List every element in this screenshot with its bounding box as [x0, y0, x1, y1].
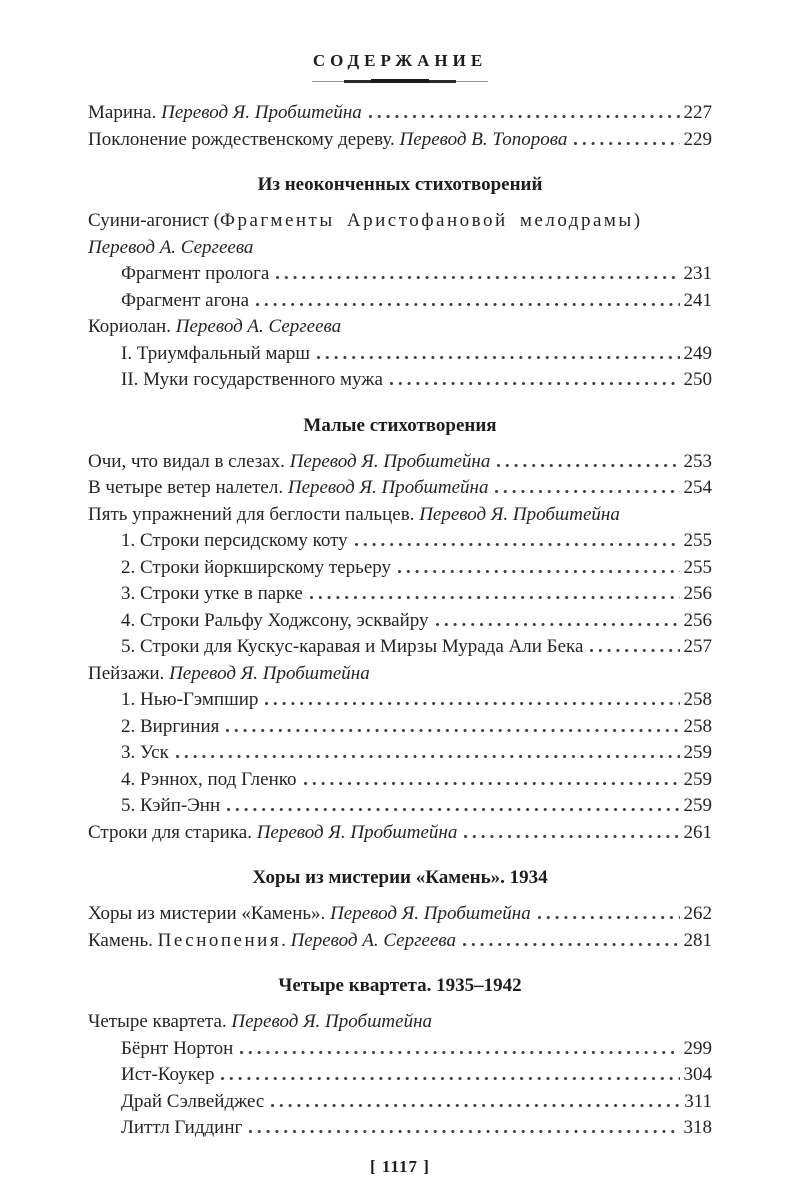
- entry-page-number: 259: [683, 742, 712, 763]
- dot-leader: [463, 943, 680, 946]
- toc-section: [88, 100, 712, 153]
- entry-page-number: 262: [683, 903, 712, 924]
- dot-leader: [574, 142, 679, 145]
- entry-title: [121, 1036, 233, 1063]
- entry-text: 4. Рэннох, под Гленко: [121, 768, 297, 790]
- toc-entry: [88, 634, 712, 661]
- entry-translator: Перевод Я. Пробштейна: [287, 477, 489, 498]
- entry-title: [121, 740, 169, 767]
- section-heading: Малые стихотворения: [303, 414, 497, 436]
- decorative-rule: [312, 79, 488, 84]
- entry-page-number: 259: [683, 795, 712, 816]
- entry-text: Четыре квартета.: [88, 1011, 232, 1032]
- entry-text: Песнопения: [157, 929, 282, 951]
- entry-title: [121, 261, 269, 288]
- entry-text: 1. Строки персидскому коту: [121, 530, 348, 551]
- entry-page-number: 256: [683, 583, 712, 604]
- entry-title: [121, 341, 310, 368]
- entry-translator: Перевод Я. Пробштейна: [289, 450, 491, 472]
- entry-title: [121, 714, 219, 741]
- toc-section: [88, 413, 712, 847]
- toc-entry: [88, 1036, 712, 1063]
- toc-section: [88, 865, 712, 954]
- entry-title: [121, 1089, 264, 1116]
- entry-translator: Перевод А. Сергеева: [88, 236, 254, 258]
- dot-leader: [317, 356, 679, 359]
- entry-text: I. Триумфальный марш: [121, 342, 311, 364]
- entry-title: [121, 634, 583, 661]
- entry-text: Кориолан.: [88, 316, 176, 337]
- toc-section: [88, 172, 712, 394]
- contents-title: СОДЕРЖАНИЕ: [312, 51, 488, 70]
- entry-page-number: 227: [683, 102, 712, 123]
- dot-leader: [265, 702, 679, 705]
- entry-text: 2. Строки йоркширскому терьеру: [121, 556, 391, 578]
- dot-leader: [590, 649, 679, 652]
- entry-title: [88, 208, 640, 235]
- entry-text: Ист-Коукер: [121, 1064, 215, 1085]
- entry-translator: Перевод А. Сергеева: [175, 316, 342, 337]
- toc-entry: [88, 661, 712, 688]
- toc-entry: [88, 767, 712, 794]
- entry-page-number: 249: [683, 342, 712, 364]
- entry-title: [88, 901, 531, 928]
- entry-text: Очи, что видал в слезах.: [88, 450, 290, 472]
- dot-leader: [249, 1130, 679, 1133]
- entry-translator: Перевод В. Топорова: [399, 128, 568, 150]
- entry-translator: Перевод Я. Пробштейна: [256, 821, 458, 843]
- entry-title: [88, 100, 362, 127]
- toc-entry: [88, 314, 712, 341]
- toc-entry: [88, 1009, 712, 1036]
- dot-leader: [227, 808, 679, 811]
- entry-title: [88, 235, 253, 262]
- toc-entry: [88, 449, 712, 476]
- entry-text: Хоры из мистерии «Камень».: [88, 903, 331, 924]
- entry-translator: Перевод А. Сергеева: [290, 929, 456, 951]
- entry-page-number: 253: [683, 450, 712, 472]
- dot-leader: [240, 1051, 679, 1054]
- toc-entry: [88, 502, 712, 529]
- dot-leader: [497, 464, 679, 467]
- entry-title: [121, 1062, 214, 1089]
- entry-title: [121, 555, 391, 582]
- entry-page-number: 255: [683, 530, 712, 551]
- entry-page-number: 299: [683, 1037, 712, 1059]
- entry-title: [121, 687, 258, 714]
- entry-title: [88, 127, 567, 154]
- page-header: [88, 50, 712, 84]
- entry-text: II. Муки государственного мужа: [121, 369, 383, 390]
- entry-translator: Перевод Я. Пробштейна: [169, 662, 370, 684]
- entry-text: В четыре ветер налетел.: [88, 477, 288, 498]
- dot-leader: [310, 596, 680, 599]
- entry-title: [88, 820, 457, 847]
- dot-leader: [369, 115, 680, 118]
- toc-entry: [88, 288, 712, 315]
- entry-title: [121, 608, 429, 635]
- toc-section: [88, 973, 712, 1142]
- toc-entry: [88, 555, 712, 582]
- entry-page-number: 259: [683, 768, 712, 790]
- entry-page-number: 258: [683, 689, 712, 710]
- entry-text: Пейзажи.: [88, 662, 170, 684]
- entry-text: Бёрнт Нортон: [121, 1037, 234, 1059]
- entry-page-number: 250: [683, 369, 712, 390]
- toc-entry: [88, 127, 712, 154]
- toc-entry: [88, 901, 712, 928]
- entry-title: [121, 767, 297, 794]
- entry-text: 3. Строки утке в парке: [121, 583, 303, 604]
- entry-title: [88, 449, 490, 476]
- entry-title: [88, 928, 456, 955]
- entry-text: Суини-агонист (: [88, 210, 220, 231]
- entry-title: [121, 288, 249, 315]
- page-footer: [88, 1157, 712, 1177]
- entry-text: 3. Уск: [121, 742, 169, 763]
- toc-entry: [88, 608, 712, 635]
- entry-translator: Перевод Я. Пробштейна: [231, 1011, 433, 1032]
- entry-title: [121, 793, 220, 820]
- entry-page-number: 254: [683, 477, 712, 498]
- entry-text: 2. Виргиния: [121, 715, 220, 737]
- entry-page-number: 257: [683, 636, 712, 657]
- entry-title: [121, 1115, 242, 1142]
- section-heading: Четыре квартета. 1935–1942: [278, 975, 522, 996]
- dot-leader: [390, 382, 680, 385]
- entry-translator: Перевод Я. Пробштейна: [161, 102, 362, 123]
- entry-text: ): [633, 210, 641, 231]
- entry-text: Драй Сэлвейджес: [121, 1090, 265, 1112]
- entry-title: [88, 1009, 432, 1036]
- entry-text: Пять упражнений для беглости пальцев.: [88, 503, 420, 525]
- entry-text: Литтл Гиддинг: [121, 1117, 243, 1138]
- toc-entry: [88, 367, 712, 394]
- toc-entry: [88, 475, 712, 502]
- entry-page-number: 241: [683, 289, 712, 311]
- dot-leader: [495, 490, 679, 493]
- entry-title: [121, 581, 303, 608]
- entry-page-number: 229: [683, 128, 712, 150]
- entry-text: Поклонение рождественскому дереву.: [88, 128, 400, 150]
- entry-page-number: 304: [683, 1064, 712, 1085]
- toc-entry: [88, 1062, 712, 1089]
- entry-text: Фрагмент агона: [121, 289, 250, 311]
- entry-page-number: 256: [683, 609, 712, 631]
- toc-entry: [88, 928, 712, 955]
- toc-entry: [88, 1115, 712, 1142]
- entry-title: [88, 475, 488, 502]
- rule-center-segment: [371, 79, 429, 83]
- folio-page-number: [ 1117 ]: [370, 1156, 430, 1176]
- dot-leader: [226, 729, 679, 732]
- section-heading: Из неоконченных стихотворений: [257, 174, 543, 195]
- toc-entry: [88, 1089, 712, 1116]
- entry-page-number: 318: [683, 1117, 712, 1138]
- entry-page-number: 231: [683, 263, 712, 284]
- toc-entry: [88, 261, 712, 288]
- entry-page-number: 281: [683, 929, 712, 951]
- entry-text: Марина.: [88, 102, 162, 123]
- entry-text: 5. Строки для Кускус-каравая и Мирзы Мурада Али Бека: [121, 636, 584, 657]
- entry-text: .: [281, 929, 291, 951]
- toc-entry: [88, 820, 712, 847]
- dot-leader: [436, 623, 680, 626]
- toc-entry: [88, 341, 712, 368]
- entry-text: Камень.: [88, 929, 158, 951]
- dot-leader: [304, 782, 680, 785]
- dot-leader: [271, 1104, 680, 1107]
- dot-leader: [538, 916, 680, 919]
- toc-entry: [88, 235, 712, 262]
- dot-leader: [355, 543, 680, 546]
- entry-text: 4. Строки Ральфу Ходжсону, эсквайру: [121, 609, 429, 631]
- toc-entry: [88, 740, 712, 767]
- entry-title: [121, 367, 383, 394]
- entry-text: Фрагмент пролога: [121, 263, 270, 284]
- entry-page-number: 255: [683, 556, 712, 578]
- entry-translator: Перевод Я. Пробштейна: [330, 903, 531, 924]
- dot-leader: [276, 276, 679, 279]
- dot-leader: [398, 570, 680, 573]
- entry-title: [88, 502, 620, 529]
- entry-title: [88, 661, 370, 688]
- toc-entry: [88, 793, 712, 820]
- entry-title: [88, 314, 341, 341]
- toc-entry: [88, 687, 712, 714]
- entry-text: Строки для старика.: [88, 821, 257, 843]
- toc-entry: [88, 581, 712, 608]
- entry-title: [121, 528, 348, 555]
- toc-entry: [88, 100, 712, 127]
- entry-page-number: 258: [683, 715, 712, 737]
- section-heading: Хоры из мистерии «Камень». 1934: [252, 867, 548, 888]
- table-of-contents: [88, 100, 712, 1142]
- toc-entry: [88, 208, 712, 235]
- dot-leader: [256, 303, 679, 306]
- toc-entry: [88, 714, 712, 741]
- entry-page-number: 311: [684, 1090, 712, 1112]
- entry-translator: Перевод Я. Пробштейна: [419, 503, 620, 525]
- dot-leader: [176, 755, 680, 758]
- toc-entry: [88, 528, 712, 555]
- entry-page-number: 261: [683, 821, 712, 843]
- dot-leader: [464, 835, 679, 838]
- entry-text: Фрагменты Аристофановой мелодрамы: [219, 210, 634, 231]
- dot-leader: [221, 1077, 679, 1080]
- entry-text: 5. Кэйп-Энн: [121, 795, 221, 816]
- entry-text: 1. Нью-Гэмпшир: [121, 689, 259, 710]
